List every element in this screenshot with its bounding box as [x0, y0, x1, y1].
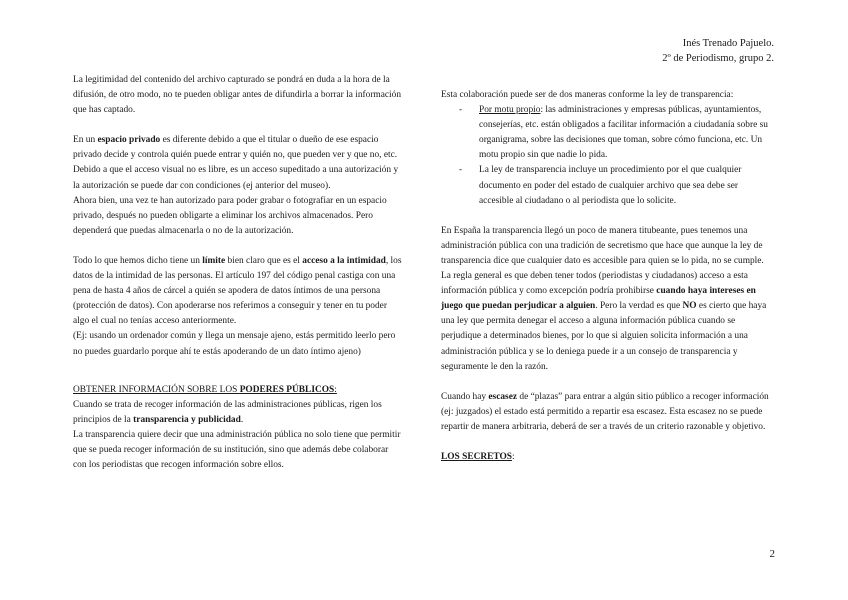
text-run: Todo lo que hemos dicho tiene un — [73, 255, 203, 266]
underlined-term-motu-propio: Por motu propio — [479, 105, 541, 116]
paragraph-espana: En España la transparencia llegó un poco de manera titubeante, pues tenemos una administración pública con una tradición de secretismo que hace que aunque la ley de transparencia dice que cualquier dato es accesible para quien se lo pida, no se cumple. — [441, 225, 764, 266]
bold-term-escasez: escasez — [488, 391, 518, 402]
paragraph-transparencia: La transparencia quiere decir que una administración pública no solo tiene que permitir que se pueda recoger información de su institución, sino que además debe colaborar con los periodistas que recogen información sobre ellos. — [73, 429, 401, 471]
text-run: En un — [73, 135, 98, 146]
text-run: bien claro que es el — [225, 255, 303, 266]
text-run: es diferente debido a que el titular o dueño de ese espacio privado decide y controla quién puede entrar y quién no, que pueden ver y que no, etc. Debido a que el acceso visual no es libre, es un acceso supeditado a una autorización y la autorización se puede dar con condiciones (ej anterior del museo). — [73, 135, 399, 191]
section-heading-poderes-publicos — [73, 383, 403, 398]
bold-term-acceso-intimidad: acceso a la intimidad — [302, 255, 386, 266]
list-item — [441, 103, 773, 163]
text-run: . Pero la verdad es que — [595, 301, 683, 312]
paragraph-espacio-privado — [73, 133, 403, 193]
paragraph-administraciones — [73, 398, 403, 428]
text-run: OBTENER INFORMACIÓN SOBRE LOS — [73, 384, 240, 395]
paragraph-colaboracion: Esta colaboración puede ser de dos maneras conforme la ley de transparencia: — [441, 90, 734, 100]
bold-term-poderes-publicos: PODERES PÚBLICOS — [239, 384, 335, 395]
right-column — [441, 88, 773, 465]
text-run: Cuando hay — [441, 391, 489, 402]
paragraph-limite-intimidad — [73, 254, 403, 329]
left-column — [73, 73, 403, 473]
section-heading-secretos — [441, 450, 773, 465]
page-header — [662, 36, 774, 66]
course-info: 2º de Periodismo, grupo 2. — [662, 53, 774, 64]
page-number: 2 — [769, 548, 775, 560]
paragraph-legitimidad: La legitimidad del contenido del archivo capturado se pondrá en duda a la hora de la difusión, de otro modo, no te pueden obligar antes de difundirla a borrar la información que has captado. — [73, 75, 402, 116]
collaboration-list — [441, 103, 773, 209]
paragraph-regla-general — [441, 269, 773, 375]
text-run: La regla general es que deben tener todos (periodistas y ciudadanos) acceso a esta información pública y como excepción podría prohibirse — [441, 271, 748, 297]
text-run: La ley de transparencia incluye un procedimiento por el que cualquier documento en poder del estado de cualquier archivo que sea debe ser accesible al ciudadano o al periodista que lo solicite. — [479, 165, 742, 206]
author-name: Inés Trenado Pajuelo. — [682, 38, 774, 49]
text-run: Cuando se trata de recoger información de las administraciones públicas, rigen los principios de la — [73, 399, 382, 425]
dash-bullet: - — [459, 105, 463, 116]
text-run: : — [511, 451, 515, 462]
bold-heading-secretos: LOS SECRETOS — [441, 451, 512, 462]
bold-term-limite: límite — [202, 255, 226, 266]
bold-term-transparencia: transparencia y publicidad — [133, 414, 241, 425]
text-run: es cierto que haya una ley que permita denegar el acceso a alguna información pública cuando se perjudique a determinados bienes, por lo que si alguien solicita información a una administración pública y se lo deniega puede ir a un consejo de transparencia y seguramente le den la razón. — [441, 301, 767, 372]
bold-term-espacio-privado: espacio privado — [97, 135, 161, 146]
dash-bullet: - — [459, 165, 463, 176]
text-run: : las administraciones y empresas públicas, ayuntamientos, consejerías, etc. están obligados a facilitar información a ciudadanía sobre su organigrama, sobre las decisiones que toman, sobre cómo funciona, etc. Un motu propio sin que nadie lo pida. — [479, 105, 768, 161]
bold-term-no: NO — [682, 301, 697, 312]
list-item — [441, 163, 773, 208]
text-run: , los datos de la intimidad de las personas. El artículo 197 del código penal castiga con una pena de hasta 4 años de cárcel a quién se apodera de datos íntimos de una persona (protección de datos). Con apoderarse nos referimos a conseguir y tener en tu poder algo el cual no tenías acceso anteriormente. — [73, 255, 402, 327]
paragraph-escasez — [441, 390, 773, 435]
bold-term-intereses: cuando haya intereses en juego que puedan perjudicar a alguien — [441, 286, 756, 312]
paragraph-autorizacion: Ahora bien, una vez te han autorizado para poder grabar o fotografiar en un espacio privado, después no pueden obligarte a eliminar los archivos almacenados. Pero dependerá que puedas almacenarla o no de la autorización. — [73, 195, 387, 236]
paragraph-ejemplo-ordenador: (Ej: usando un ordenador común y llega un mensaje ajeno, estás permitido leerlo pero no puedes guardarlo porque ahí te estás apoderando de un dato íntimo ajeno) — [73, 331, 396, 357]
text-run: . — [240, 414, 244, 425]
text-run: : — [334, 384, 337, 395]
text-run: de “plazas” para entrar a algún sitio público a recoger información (ej: juzgados) el estado está permitido a repartir esa escasez. Esta escasez no se puede repartir de manera arbitraria, deberá de ser a través de un criterio razonable y objetivo. — [441, 391, 769, 432]
